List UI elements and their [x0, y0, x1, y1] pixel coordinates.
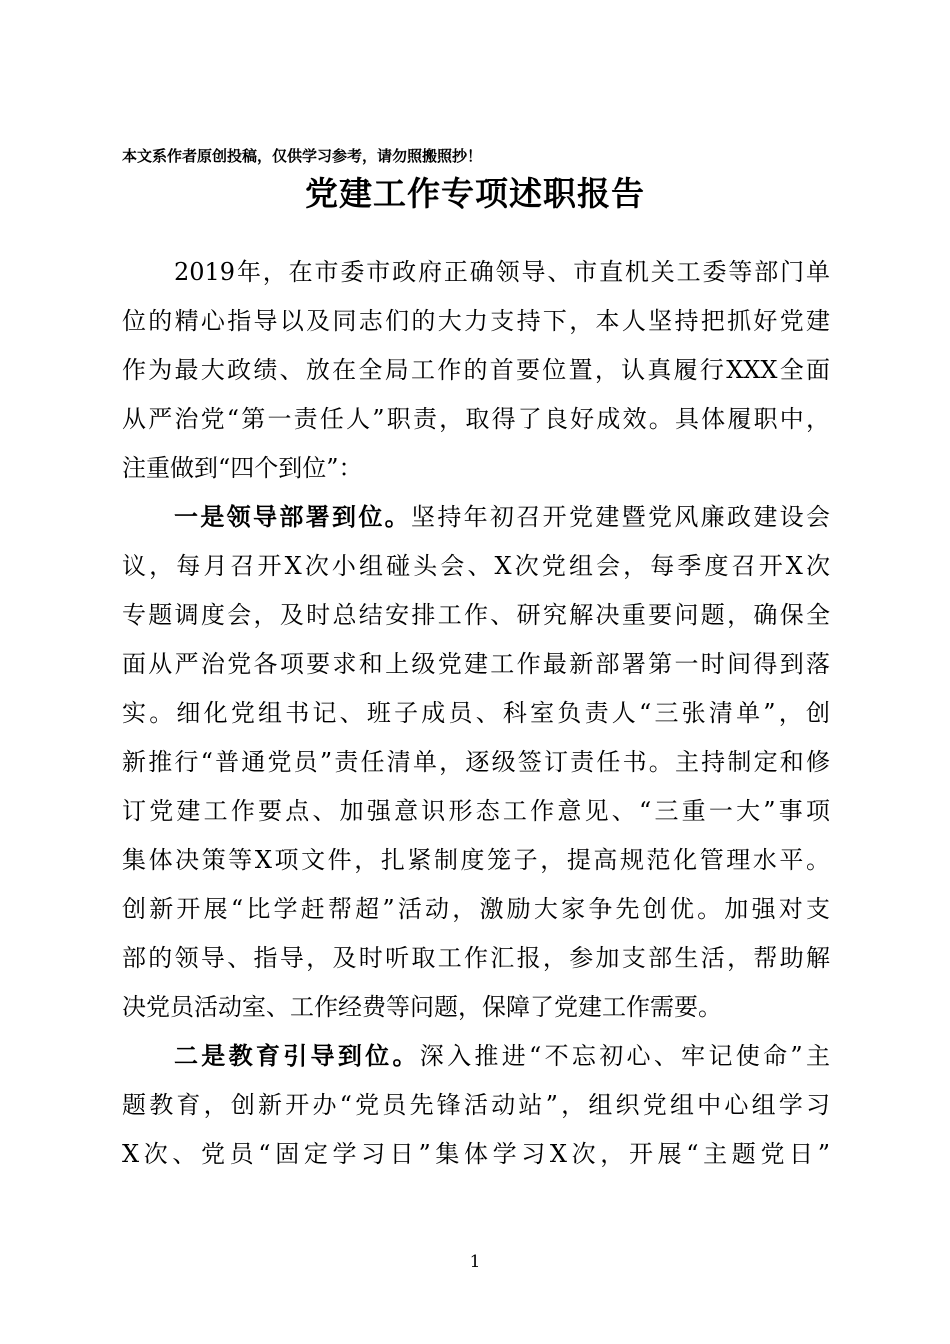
paragraph-3-lead: 二是教育引导到位。 [174, 1042, 420, 1070]
page-number: 1 [469, 1252, 481, 1272]
paragraph-1-line-4: 从严治党“第一责任人”职责，取得了良好成效。具体履职中， [122, 405, 830, 433]
paragraph-2-line-6: 新推行“普通党员”责任清单，逐级签订责任书。主持制定和修 [122, 748, 830, 776]
paragraph-3-line-2: 题教育，创新开办“党员先锋活动站”，组织党组中心组学习 [122, 1091, 830, 1119]
paragraph-1-line-1: 2019年，在市委市政府正确领导、市直机关工委等部门单 [174, 258, 830, 286]
paragraph-1-line-5: 注重做到“四个到位”： [122, 454, 363, 482]
paragraph-2-line-10: 部的领导、指导，及时听取工作汇报，参加支部生活，帮助解 [122, 944, 830, 972]
paragraph-2-lead: 一是领导部署到位。 [174, 503, 411, 531]
paragraph-1-line-2: 位的精心指导以及同志们的大力支持下，本人坚持把抓好党建 [122, 307, 830, 335]
paragraph-2-line-2: 议，每月召开X次小组碰头会、X次党组会，每季度召开X次 [122, 552, 830, 580]
paragraph-2-line-1-text: 坚持年初召开党建暨党风廉政建设会 [411, 503, 830, 531]
paragraph-2-line-4: 面从严治党各项要求和上级党建工作最新部署第一时间得到落 [122, 650, 830, 678]
paragraph-1-line-3: 作为最大政绩、放在全局工作的首要位置，认真履行XXX全面 [122, 356, 830, 384]
paragraph-3-line-1 [122, 1032, 830, 1081]
paragraph-2-line-9: 创新开展“比学赶帮超”活动，激励大家争先创优。加强对支 [122, 895, 830, 923]
paragraph-3-line-3: X次、党员“固定学习日”集体学习X次，开展“主题党日” [122, 1140, 830, 1168]
paragraph-2-line-8: 集体决策等X项文件，扎紧制度笼子，提高规范化管理水平。 [122, 846, 830, 874]
paragraph-2-line-7: 订党建工作要点、加强意识形态工作意见、“三重一大”事项 [122, 797, 830, 825]
paragraph-3-line-1-text: 深入推进“不忘初心、牢记使命”主 [419, 1042, 830, 1070]
paragraph-2-line-11: 决党员活动室、工作经费等问题，保障了党建工作需要。 [122, 993, 722, 1021]
author-notice: 本文系作者原创投稿，仅供学习参考，请勿照搬照抄！ [122, 147, 483, 165]
paragraph-2-line-5: 实。细化党组书记、班子成员、科室负责人“三张清单”，创 [122, 699, 830, 727]
paragraph-2-line-1 [122, 493, 830, 542]
document-title: 党建工作专项述职报告 [305, 174, 645, 213]
paragraph-2-line-3: 专题调度会，及时总结安排工作、研究解决重要问题，确保全 [122, 601, 830, 629]
document-body [122, 248, 830, 1179]
